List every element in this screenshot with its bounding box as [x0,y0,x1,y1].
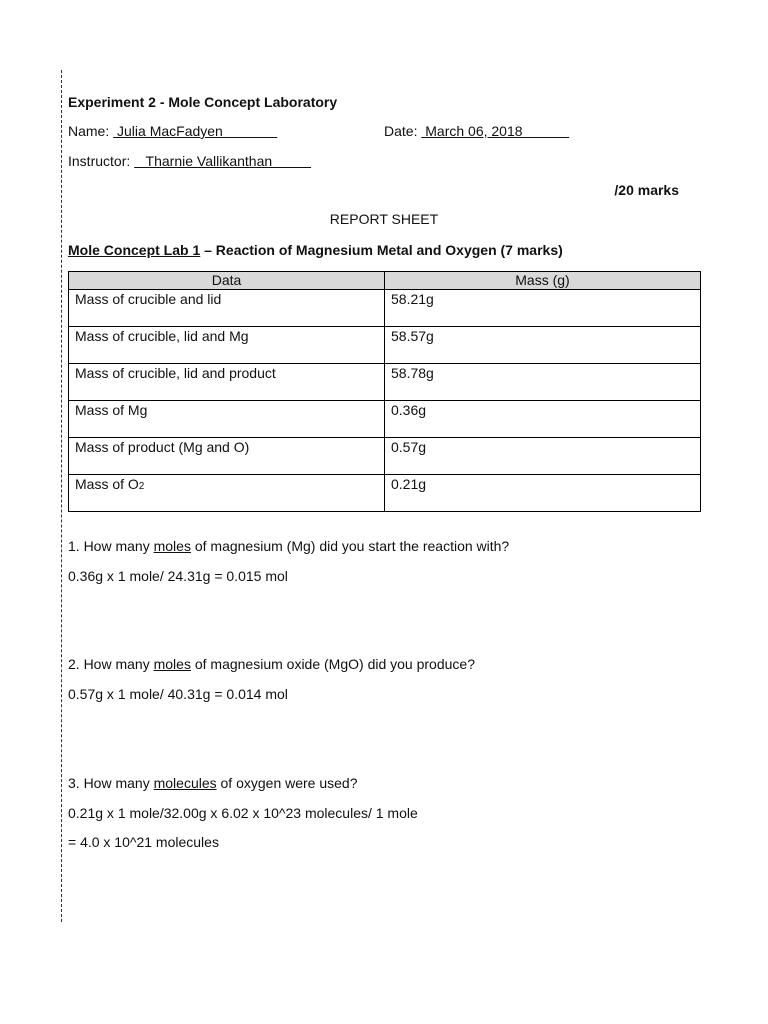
table-cell-mass: 0.21g [385,475,701,512]
table-header-mass: Mass (g) [385,272,701,290]
table-row [69,364,701,401]
table-cell-mass: 58.21g [385,290,701,327]
table-header-row [69,272,701,290]
name-row [68,123,277,139]
table-row [69,438,701,475]
section-title-rest: – Reaction of Magnesium Metal and Oxygen (7 marks) [200,242,563,258]
answer-3-line-1: 0.21g x 1 mole/32.00g x 6.02 x 10^23 molecules/ 1 mole [68,805,418,821]
question-2-prefix: 2. How many [68,656,154,672]
table-cell-mass: 58.78g [385,364,701,401]
date-label: Date: [384,123,418,139]
table-cell-mass: 0.57g [385,438,701,475]
margin-dashed-line [61,70,62,922]
table-row [69,327,701,364]
table-row [69,290,701,327]
mass-data-table [68,271,701,512]
question-2-keyword: moles [153,656,191,672]
instructor-label: Instructor: [68,153,131,169]
table-cell-data-text: Mass of O [75,476,139,492]
answer-3-line-2: = 4.0 x 10^21 molecules [68,834,219,850]
table-cell-data: Mass of Mg [69,401,385,438]
subscript-2: 2 [138,481,145,492]
question-2 [68,656,475,672]
date-row [384,123,569,139]
section-title [68,242,563,258]
experiment-title: Experiment 2 - Mole Concept Laboratory [68,94,338,110]
instructor-value: Tharnie Vallikanthan [134,153,312,169]
table-row [69,475,701,512]
table-cell-mass: 0.36g [385,401,701,438]
question-1-prefix: 1. How many [68,538,154,554]
question-1-keyword: moles [153,538,191,554]
table-cell-data: Mass of crucible and lid [69,290,385,327]
section-title-underlined: Mole Concept Lab 1 [68,242,201,258]
table-cell-data: Mass of crucible, lid and Mg [69,327,385,364]
question-3-prefix: 3. How many [68,775,154,791]
table-header-data: Data [69,272,385,290]
table-cell-mass: 58.57g [385,327,701,364]
instructor-row [68,153,311,169]
name-label: Name: [68,123,110,139]
table-cell-data: Mass of crucible, lid and product [69,364,385,401]
question-3 [68,775,358,791]
table-cell-data: Mass of product (Mg and O) [69,438,385,475]
question-1 [68,538,509,554]
date-value: March 06, 2018 [421,123,570,139]
question-3-keyword: molecules [153,775,217,791]
name-value: Julia MacFadyen [113,123,278,139]
answer-1: 0.36g x 1 mole/ 24.31g = 0.015 mol [68,568,288,584]
table-cell-data [69,475,385,512]
question-1-suffix: of magnesium (Mg) did you start the reaction with? [190,538,510,554]
answer-2: 0.57g x 1 mole/ 40.31g = 0.014 mol [68,686,288,702]
table-row [69,401,701,438]
report-sheet-title: REPORT SHEET [329,211,439,227]
question-3-suffix: of oxygen were used? [216,775,358,791]
total-marks: /20 marks [614,182,679,198]
question-2-suffix: of magnesium oxide (MgO) did you produce? [190,656,475,672]
